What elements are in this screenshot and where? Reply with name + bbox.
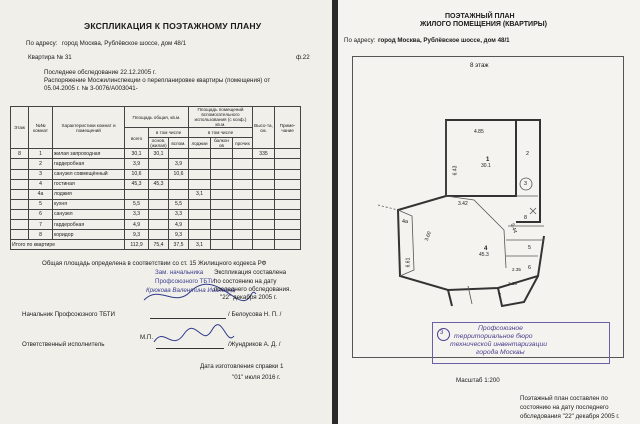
- explication-line-3: последнего обследования.: [214, 286, 292, 293]
- header-incl: в том числе: [149, 128, 189, 138]
- dim-2-15: 2.15: [508, 281, 517, 286]
- cell-loggia: [189, 179, 211, 189]
- cell-other: [233, 220, 253, 230]
- cell-loggia: [189, 149, 211, 159]
- plan-address-label: По адресу:: [344, 37, 376, 44]
- cell-no: 4: [29, 179, 53, 189]
- cell-loggia: [189, 159, 211, 169]
- header-total: всего: [125, 128, 149, 149]
- cell-aux: [169, 189, 189, 199]
- totals-total: 112,9: [125, 240, 149, 250]
- cell-total: 3,9: [125, 159, 149, 169]
- cell-balcony: [211, 159, 233, 169]
- cell-total: [125, 189, 149, 199]
- cell-loggia: [189, 169, 211, 179]
- order-line-1: Распоряжение Мосжилинспекции о перепланировке квартиры (помещения) от: [44, 77, 271, 84]
- cell-note: [275, 179, 301, 189]
- plan-title-1: ПОЭТАЖНЫЙ ПЛАН: [445, 13, 515, 20]
- header-floor: Этаж: [11, 107, 29, 149]
- footer-line-2: состоянию на дату последнего: [520, 404, 609, 411]
- cell-floor: [11, 199, 29, 209]
- floor-plan-sheet: [338, 0, 640, 424]
- stamp-number: 3: [440, 330, 444, 336]
- head-name: / Белоусова Н. П. /: [228, 311, 282, 318]
- form-number: ф.22: [296, 54, 310, 61]
- header-height: Высо-та, см.: [253, 107, 275, 149]
- cell-no: 2: [29, 159, 53, 169]
- cell-balcony: [211, 230, 233, 240]
- explication-line-2: по состоянию на дату: [214, 278, 277, 285]
- cell-total: 3,3: [125, 209, 149, 219]
- cell-main: [149, 209, 169, 219]
- cell-aux: 3,3: [169, 209, 189, 219]
- floor-plan-drawing: [338, 0, 638, 310]
- header-aux: вспом.: [169, 138, 189, 149]
- dim-2-35: 2.35: [512, 267, 521, 272]
- cell-aux: 9,3: [169, 230, 189, 240]
- cell-height: [253, 179, 275, 189]
- table-row: [11, 159, 301, 169]
- cell-note: [275, 220, 301, 230]
- dim-3-60: 3.60: [423, 230, 433, 242]
- cell-note: [275, 149, 301, 159]
- cell-other: [233, 209, 253, 219]
- cell-no: 3: [29, 169, 53, 179]
- cell-total: 5,5: [125, 199, 149, 209]
- cell-aux: 5,5: [169, 199, 189, 209]
- cell-name: гардеробная: [53, 159, 125, 169]
- cell-other: [233, 159, 253, 169]
- header-balcony: балкон ов: [211, 138, 233, 149]
- cell-floor: [11, 220, 29, 230]
- header-other: прочих: [233, 138, 253, 149]
- area-note: Общая площадь определена в соответствии со ст. 15 Жилищного кодекса РФ: [42, 260, 267, 267]
- cell-balcony: [211, 199, 233, 209]
- totals-main: 75,4: [149, 240, 169, 250]
- explication-line-1: Экспликация составлена: [214, 269, 287, 276]
- room-7-label: 7: [498, 293, 501, 299]
- cell-main: 45,3: [149, 179, 169, 189]
- table-row: [11, 199, 301, 209]
- cell-loggia: [189, 209, 211, 219]
- cell-other: [233, 199, 253, 209]
- cell-balcony: [211, 169, 233, 179]
- cell-height: [253, 220, 275, 230]
- cell-main: [149, 230, 169, 240]
- head-signature-line: [150, 318, 226, 319]
- cell-total: 9,3: [125, 230, 149, 240]
- explication-date: "22" декабря 2005 г.: [220, 294, 278, 301]
- room-3-label: 3: [524, 181, 527, 187]
- cell-name: кухня: [53, 199, 125, 209]
- cell-note: [275, 189, 301, 199]
- mp-label: М.П.: [140, 334, 154, 341]
- cell-height: 335: [253, 149, 275, 159]
- room-2-label: 2: [526, 151, 529, 157]
- table-row: [11, 230, 301, 240]
- cell-height: [253, 230, 275, 240]
- order-line-2: 05.04.2005 г. № 3-0076/А003041-: [44, 85, 138, 92]
- cell-aux: 10,6: [169, 169, 189, 179]
- stamp-number-circle: [437, 328, 450, 341]
- cell-aux: [169, 179, 189, 189]
- cell-total: 4,9: [125, 220, 149, 230]
- cell-balcony: [211, 149, 233, 159]
- stamp-text-3: технической инвентаризации: [450, 341, 548, 348]
- cell-height: [253, 209, 275, 219]
- room-4-label: 4: [484, 246, 488, 252]
- cell-name: санузел: [53, 209, 125, 219]
- cell-floor: [11, 209, 29, 219]
- dim-5-44: 5.44: [508, 222, 518, 234]
- table-row: [11, 209, 301, 219]
- table-row: [11, 220, 301, 230]
- last-survey: Последнее обследование 22.12.2005 г.: [44, 69, 157, 76]
- header-incl-2: в том числе: [189, 128, 253, 138]
- head-label: Начальник Профсоюзного ТБТИ: [22, 311, 116, 318]
- exec-name: /Жундриков А. Д. /: [228, 341, 281, 348]
- address: город Москва, Рублёвское шоссе, дом 48/1: [62, 40, 187, 47]
- cell-name: лоджия: [53, 189, 125, 199]
- cell-note: [275, 199, 301, 209]
- cell-main: [149, 199, 169, 209]
- floor-label: 8 этаж: [470, 62, 489, 69]
- cell-height: [253, 199, 275, 209]
- table-row: [11, 179, 301, 189]
- stamp-text-1: Профсоюзное: [478, 325, 523, 332]
- cell-main: [149, 189, 169, 199]
- cell-balcony: [211, 220, 233, 230]
- cell-total: 30,1: [125, 149, 149, 159]
- table-row: [11, 189, 301, 199]
- cell-main: [149, 169, 169, 179]
- stamp-line-1: Зам. начальника: [155, 269, 204, 276]
- cell-no: 1: [29, 149, 53, 159]
- cell-no: 4а: [29, 189, 53, 199]
- scale-label: Масштаб 1:200: [456, 377, 500, 384]
- cell-no: 7: [29, 220, 53, 230]
- cell-height: [253, 159, 275, 169]
- room-1-area: 30.1: [481, 163, 491, 169]
- cell-balcony: [211, 179, 233, 189]
- stamp-text-4: города Москвы: [476, 349, 525, 356]
- cell-aux: 4,9: [169, 220, 189, 230]
- issue-line: Дата изготовления справки 1: [200, 363, 284, 370]
- cell-loggia: [189, 230, 211, 240]
- dim-4-85: 4.85: [474, 129, 484, 135]
- stamp-line-2: Профсоюзного ТБТИ: [155, 278, 216, 285]
- dim-6-61: 6.61: [405, 257, 412, 268]
- cell-other: [233, 169, 253, 179]
- plan-address: город Москва, Рублёвское шоссе, дом 48/1: [378, 37, 510, 44]
- exec-signature: [150, 322, 236, 356]
- header-room-no: №№ комнат: [29, 107, 53, 149]
- cell-name: гостиная: [53, 179, 125, 189]
- address-label: По адресу:: [26, 40, 58, 47]
- header-characteristics: Характеристики комнат и помещений: [53, 107, 125, 149]
- table-row: [11, 149, 301, 159]
- cell-name: жилая запроходная: [53, 149, 125, 159]
- cell-floor: [11, 189, 29, 199]
- cell-no: 8: [29, 230, 53, 240]
- cell-no: 6: [29, 209, 53, 219]
- totals-loggia: 3,1: [189, 240, 211, 250]
- room-5-label: 5: [528, 245, 531, 251]
- cell-floor: [11, 159, 29, 169]
- cell-floor: 8: [11, 149, 29, 159]
- exec-label: Ответственный исполнитель: [22, 341, 105, 348]
- room-4-area: 45.3: [479, 252, 489, 258]
- cell-loggia: [189, 199, 211, 209]
- apartment-number: Квартира № 31: [28, 54, 72, 61]
- cell-main: [149, 220, 169, 230]
- cell-other: [233, 230, 253, 240]
- cell-other: [233, 189, 253, 199]
- cell-total: 10,6: [125, 169, 149, 179]
- header-loggia: лоджии: [189, 138, 211, 149]
- cell-main: [149, 159, 169, 169]
- cell-floor: [11, 179, 29, 189]
- cell-height: [253, 189, 275, 199]
- cell-no: 5: [29, 199, 53, 209]
- issue-date: "01" июля 2016 г.: [232, 374, 281, 381]
- room-6-label: 6: [528, 265, 531, 271]
- cell-main: 30,1: [149, 149, 169, 159]
- table-row: [11, 169, 301, 179]
- header-total-area: Площадь общая, кв.м.: [125, 107, 189, 128]
- cell-floor: [11, 169, 29, 179]
- cell-other: [233, 179, 253, 189]
- cell-name: санузел совмещённый: [53, 169, 125, 179]
- cell-note: [275, 209, 301, 219]
- cell-aux: [169, 149, 189, 159]
- explication-table: [10, 106, 301, 250]
- cell-total: 45,3: [125, 179, 149, 189]
- room-4a-label: 4а: [402, 219, 408, 225]
- totals-label: Итого по квартире: [11, 240, 125, 250]
- dim-6-43: 6.43: [452, 165, 459, 176]
- cell-height: [253, 169, 275, 179]
- cell-balcony: [211, 209, 233, 219]
- room-1-label: 1: [486, 157, 490, 163]
- stamp-text-2: территориальное бюро: [454, 333, 533, 340]
- cell-loggia: 3,1: [189, 189, 211, 199]
- header-main: основ. (жилая): [150, 138, 167, 149]
- cell-note: [275, 230, 301, 240]
- cell-note: [275, 159, 301, 169]
- cell-name: коридор: [53, 230, 125, 240]
- header-note: Приме-чание: [275, 107, 301, 149]
- dim-3-42: 3.42: [458, 201, 468, 207]
- footer-line-1: Поэтажный план составлен по: [520, 395, 608, 402]
- cell-aux: 3,9: [169, 159, 189, 169]
- header-aux-area: Площадь помещений вспомогательного использования (с коэф.) кв.м.: [189, 107, 253, 128]
- stamp-line-3: Крюкова Валентина Ивановна: [146, 287, 236, 294]
- cell-note: [275, 169, 301, 179]
- explication-title: ЭКСПЛИКАЦИЯ К ПОЭТАЖНОМУ ПЛАНУ: [84, 21, 262, 31]
- cell-floor: [11, 230, 29, 240]
- cell-balcony: [211, 189, 233, 199]
- cell-other: [233, 149, 253, 159]
- room-8-label: 8: [524, 215, 527, 221]
- plan-title-2: ЖИЛОГО ПОМЕЩЕНИЯ (КВАРТИРЫ): [420, 21, 547, 28]
- footer-line-3: обследования "22" декабря 2005 г.: [520, 413, 620, 420]
- cell-loggia: [189, 220, 211, 230]
- cell-name: гардеробная: [53, 220, 125, 230]
- totals-aux: 37,5: [169, 240, 189, 250]
